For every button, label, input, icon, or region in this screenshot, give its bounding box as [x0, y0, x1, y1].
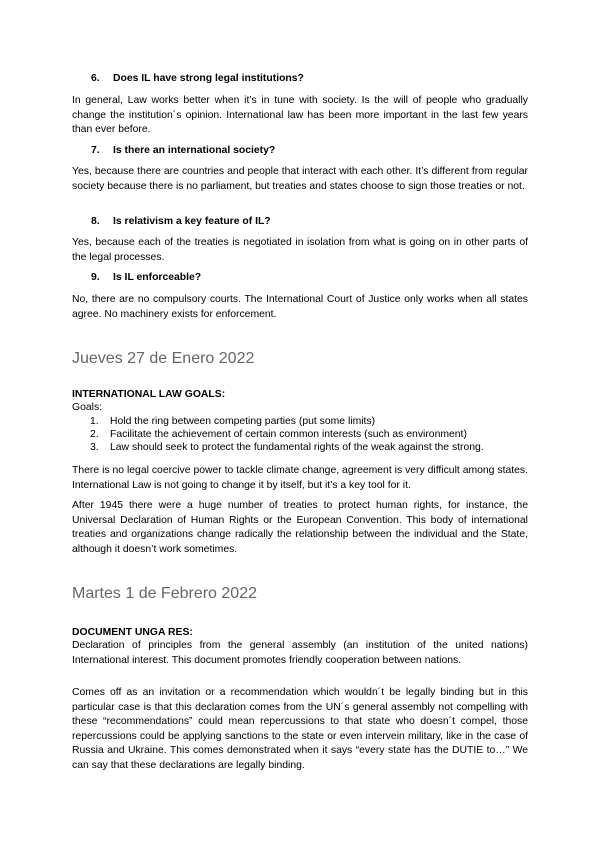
list-item: [90, 442, 530, 455]
question-9: [91, 271, 201, 285]
answer-7: Yes, because there are countries and people that interact with each other. It’s different from regular society because there is no parliament, but treaties and states choose to sign those treaties or not.: [72, 166, 528, 192]
goals-list: [90, 416, 530, 454]
section-heading-jueves: Jueves 27 de Enero 2022: [72, 350, 255, 367]
question-number: 7.: [91, 145, 100, 156]
question-number: 6.: [91, 73, 100, 84]
list-item-text: Facilitate the achievement of certain common interests (such as environment): [110, 428, 467, 440]
question-7: [91, 144, 275, 158]
question-text: Does IL have strong legal institutions?: [113, 73, 304, 84]
goals-paragraph-1: There is no legal coercive power to tackle climate change, agreement is very difficult among states. International Law is not going to change it by itself, but it’s a key tool for it.: [72, 465, 528, 491]
goals-paragraph-2: After 1945 there were a huge number of treaties to protect human rights, for instance, the Universal Declaration of Human Rights or the European Convention. This body of international treaties and organizations change radically the relationship between the individual and the State, although it doesn’t work sometimes.: [72, 500, 528, 555]
question-8: [91, 215, 271, 229]
unga-paragraph-1: Declaration of principles from the general assembly (an institution of the united nations) International interest. This document promotes friendly cooperation between nations.: [72, 640, 528, 666]
answer-8: Yes, because each of the treaties is negotiated in isolation from what is going on in other parts of the legal processes.: [72, 237, 528, 263]
list-item-text: Law should seek to protect the fundamental rights of the weak against the strong.: [110, 441, 484, 453]
section-heading-martes: Martes 1 de Febrero 2022: [72, 585, 257, 602]
section-subheading-goals: INTERNATIONAL LAW GOALS:: [72, 389, 226, 400]
question-text: Is relativism a key feature of IL?: [113, 216, 271, 227]
answer-9: No, there are no compulsory courts. The International Court of Justice only works when all states agree. No machinery exists for enforcement.: [72, 294, 528, 320]
question-number: 8.: [91, 216, 100, 227]
unga-paragraph-2: Comes off as an invitation or a recommendation which wouldn´t be legally binding but in this particular case is that this declaration comes from the UN´s general assembly not compelling with these “recommendations” could mean repercussions to that state who doesn´t compel, those repercussions could be applying sanctions to the state or even intervein military, like in the case of Russia and Ukraine. This comes demonstrated when it says “every state has the DUTIE to…” We can say that these declarations are legally binding.: [72, 687, 528, 771]
answer-6: In general, Law works better when it’s in tune with society. Is the will of people who gradually change the institution´s opinion. International law has been more important in the last few years than ever before.: [72, 95, 528, 136]
goals-label: Goals:: [72, 402, 103, 413]
question-number: 9.: [91, 272, 100, 283]
question-6: [91, 72, 304, 86]
question-text: Is IL enforceable?: [113, 272, 202, 283]
list-item-number: 3.: [90, 441, 99, 453]
section-subheading-unga: DOCUMENT UNGA RES:: [72, 627, 193, 638]
list-item-number: 2.: [90, 428, 99, 440]
list-item: [90, 416, 530, 429]
list-item: [90, 429, 530, 442]
list-item-text: Hold the ring between competing parties (put some limits): [110, 416, 376, 427]
list-item-number: 1.: [90, 416, 99, 427]
question-text: Is there an international society?: [113, 145, 276, 156]
